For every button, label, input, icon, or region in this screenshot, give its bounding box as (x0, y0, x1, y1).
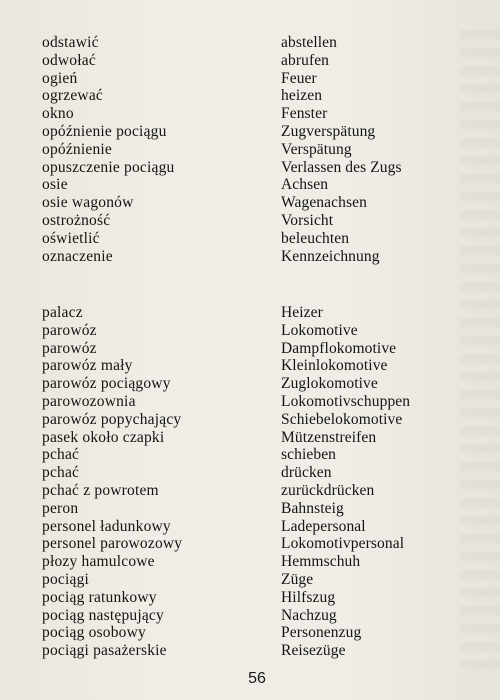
glossary-row (0, 553, 500, 571)
glossary-row (0, 411, 500, 429)
german-term: Mützenstreifen (281, 428, 377, 446)
polish-term: pociąg następujący (42, 606, 164, 624)
german-term: Bahnsteig (281, 499, 344, 517)
polish-term: pasek około czapki (42, 428, 165, 446)
polish-term: parowóz (42, 321, 97, 339)
glossary-row (0, 176, 500, 194)
german-term: Zuglokomotive (281, 375, 378, 393)
glossary-row (0, 500, 500, 518)
polish-term: opóźnienie pociągu (42, 122, 167, 140)
german-term: schieben (281, 446, 337, 464)
polish-term: oświetlić (42, 229, 100, 247)
page-number: 56 (248, 670, 266, 687)
german-term: Kleinlokomotive (281, 357, 388, 375)
polish-term: okno (42, 105, 74, 123)
glossary-row (0, 607, 500, 625)
german-term: Hilfszug (281, 588, 336, 606)
glossary-row (0, 230, 500, 248)
german-term: Ladepersonal (281, 517, 366, 535)
polish-term: ogień (42, 69, 78, 87)
polish-term: płozy hamulcowe (42, 553, 155, 571)
glossary-row (0, 34, 500, 52)
polish-term: pociągi (42, 570, 90, 588)
german-term: Lokomotivpersonal (281, 535, 405, 553)
glossary-row (0, 70, 500, 88)
glossary-row (0, 340, 500, 358)
polish-term: pociąg ratunkowy (42, 588, 157, 606)
glossary-row (0, 589, 500, 607)
german-term: Schiebelokomotive (281, 410, 403, 428)
german-term: Züge (281, 570, 314, 588)
polish-term: personel ładunkowy (42, 517, 171, 535)
polish-term: osie (42, 176, 68, 194)
german-term: Reisezüge (281, 642, 346, 660)
glossary-row (0, 194, 500, 212)
german-term: abrufen (281, 51, 330, 69)
glossary-row (0, 571, 500, 589)
glossary-row (0, 624, 500, 642)
polish-term: pociąg osobowy (42, 624, 146, 642)
glossary-row (0, 393, 500, 411)
polish-term: parowóz popychający (42, 410, 182, 428)
glossary-row (0, 159, 500, 177)
german-term: Personenzug (281, 624, 362, 642)
german-term: Lokomotive (281, 321, 358, 339)
glossary-row (0, 123, 500, 141)
polish-term: pociągi pasażerskie (42, 642, 167, 660)
polish-term: pchać z powrotem (42, 481, 159, 499)
glossary-row (0, 642, 500, 660)
polish-term: odstawić (42, 34, 99, 51)
german-term: Verspätung (281, 140, 352, 158)
german-term: Hemmschuh (281, 553, 361, 571)
german-term: Feuer (281, 69, 317, 87)
polish-term: opuszczenie pociągu (42, 158, 175, 176)
glossary-row (0, 52, 500, 70)
glossary-row (0, 446, 500, 464)
german-term: Zugverspätung (281, 122, 376, 140)
german-term: Heizer (281, 304, 323, 321)
german-term: zurückdrücken (281, 481, 375, 499)
german-term: beleuchten (281, 229, 350, 247)
glossary-row (0, 105, 500, 123)
polish-term: pchać (42, 464, 80, 482)
polish-term: parowozownia (42, 392, 136, 410)
polish-term: personel parowozowy (42, 535, 183, 553)
glossary-row (0, 429, 500, 447)
glossary-row (0, 87, 500, 105)
german-term: abstellen (281, 34, 337, 51)
polish-term: peron (42, 499, 79, 517)
german-term: Lokomotivschuppen (281, 392, 411, 410)
german-term: Fenster (281, 105, 328, 123)
glossary-row (0, 464, 500, 482)
polish-term: odwołać (42, 51, 96, 69)
german-term: Kennzeichnung (281, 247, 380, 265)
glossary-row (0, 248, 500, 266)
glossary-row (0, 518, 500, 536)
polish-term: opóźnienie (42, 140, 113, 158)
glossary-row (0, 304, 500, 322)
glossary-row (0, 212, 500, 230)
glossary-row (0, 322, 500, 340)
german-term: Vorsicht (281, 211, 334, 229)
glossary-row (0, 375, 500, 393)
glossary-section-o (0, 34, 500, 265)
polish-term: palacz (42, 304, 83, 321)
glossary-section-p (0, 304, 500, 660)
polish-term: ogrzewać (42, 87, 103, 105)
german-term: drücken (281, 464, 332, 482)
polish-term: parowóz (42, 339, 97, 357)
german-term: Dampflokomotive (281, 339, 397, 357)
german-term: Achsen (281, 176, 329, 194)
glossary-row (0, 141, 500, 159)
polish-term: parowóz pociągowy (42, 375, 171, 393)
german-term: Wagenachsen (281, 194, 367, 212)
glossary-row (0, 357, 500, 375)
polish-term: osie wagonów (42, 194, 134, 212)
glossary-row (0, 535, 500, 553)
german-term: Verlassen des Zugs (281, 158, 402, 176)
german-term: heizen (281, 87, 323, 105)
polish-term: parowóz mały (42, 357, 133, 375)
polish-term: ostrożność (42, 211, 111, 229)
glossary-row (0, 482, 500, 500)
polish-term: pchać (42, 446, 80, 464)
german-term: Nachzug (281, 606, 337, 624)
polish-term: oznaczenie (42, 247, 113, 265)
